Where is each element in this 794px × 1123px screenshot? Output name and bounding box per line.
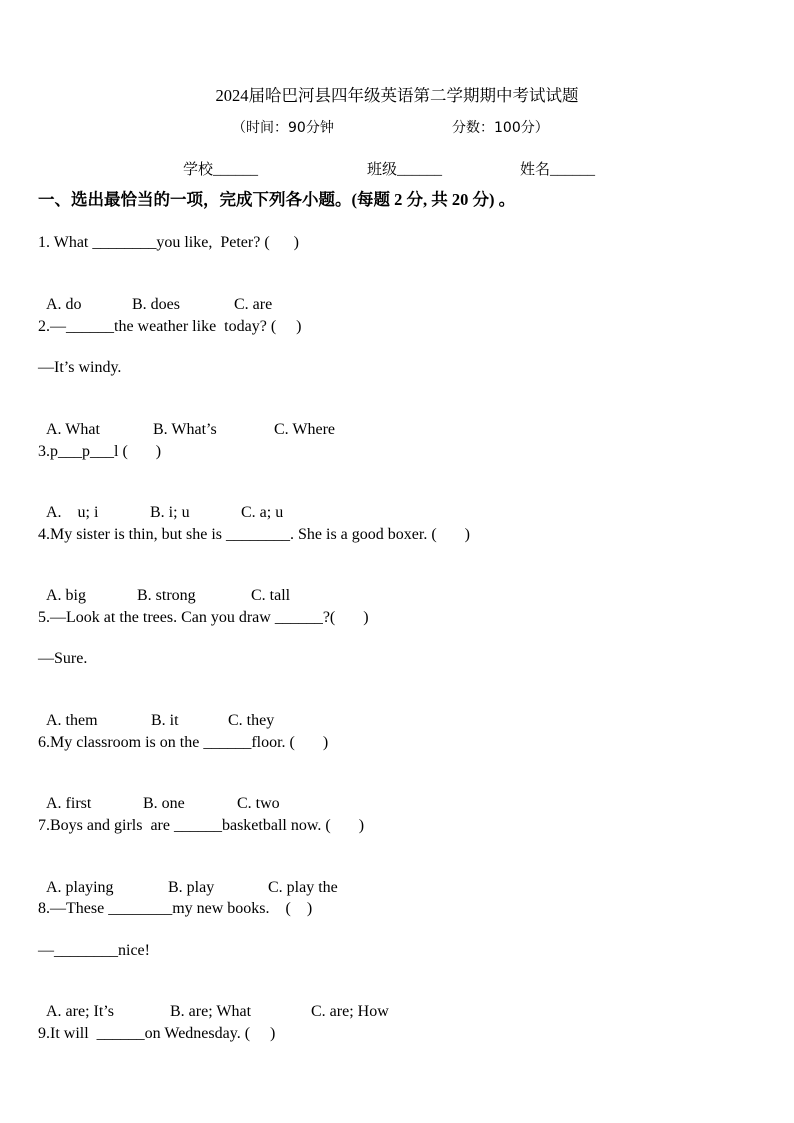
question-dialogue: —Sure. <box>38 650 88 667</box>
option-a: A. do <box>46 296 82 313</box>
question-dialogue: —It’s windy. <box>38 359 122 376</box>
option-c: C. are; How <box>311 1003 389 1020</box>
question-stem: 2.—______the weather like today? ( ) <box>38 318 302 335</box>
question-dialogue: —________nice! <box>38 942 150 959</box>
question-options <box>38 566 290 606</box>
option-c: C. tall <box>251 587 291 604</box>
question-stem: 8.—These ________my new books. ( ) <box>38 900 313 917</box>
option-c: C. two <box>237 795 280 812</box>
option-a: A. big <box>46 587 86 604</box>
question-options <box>38 275 272 315</box>
question-options <box>38 982 389 1022</box>
option-a: A. first <box>46 795 92 812</box>
school-field: 学校______ <box>183 162 259 178</box>
option-c: C. play the <box>268 879 338 896</box>
question-options <box>38 774 280 814</box>
section-heading: 一、选出最恰当的一项，完成下列各小题。(每题 2 分, 共 20 分) 。 <box>38 190 516 209</box>
option-b: B. What’s <box>153 421 217 438</box>
option-c: C. Where <box>274 421 336 438</box>
option-b: B. play <box>168 879 215 896</box>
question-stem: 7.Boys and girls are ______basketball now. ( ) <box>38 817 365 834</box>
question-stem: 6.My classroom is on the ______floor. ( ) <box>38 734 329 751</box>
exam-score: 分数：100分） <box>452 120 549 136</box>
option-c: C. are <box>234 296 273 313</box>
option-b: B. does <box>132 296 180 313</box>
question-stem: 1. What ________you like, Peter? ( ) <box>38 234 299 251</box>
question-stem: 9.It will ______on Wednesday. ( ) <box>38 1025 276 1042</box>
name-field: 姓名______ <box>520 162 596 178</box>
option-b: B. strong <box>137 587 196 604</box>
question-options <box>38 858 338 898</box>
option-b: B. one <box>143 795 185 812</box>
option-c: C. a; u <box>241 504 284 521</box>
option-b: B. i; u <box>150 504 190 521</box>
option-a: A. are; It’s <box>46 1003 114 1020</box>
question-options <box>38 400 335 440</box>
option-a: A. What <box>46 421 100 438</box>
option-b: B. it <box>151 712 179 729</box>
question-options <box>38 691 274 731</box>
option-b: B. are; What <box>170 1003 252 1020</box>
question-stem: 4.My sister is thin, but she is ________. She is a good boxer. ( ) <box>38 526 470 543</box>
question-stem: 5.—Look at the trees. Can you draw ______?( ) <box>38 609 369 626</box>
option-c: C. they <box>228 712 275 729</box>
exam-time: （时间：90分钟 <box>232 120 334 136</box>
option-a: A. u; i <box>46 504 99 521</box>
class-field: 班级______ <box>367 162 443 178</box>
page-title: 2024届哈巴河县四年级英语第二学期期中考试试题 <box>215 86 579 105</box>
option-a: A. playing <box>46 879 114 896</box>
question-options <box>38 483 283 523</box>
option-a: A. them <box>46 712 98 729</box>
question-stem: 3.p___p___l ( ) <box>38 443 162 460</box>
